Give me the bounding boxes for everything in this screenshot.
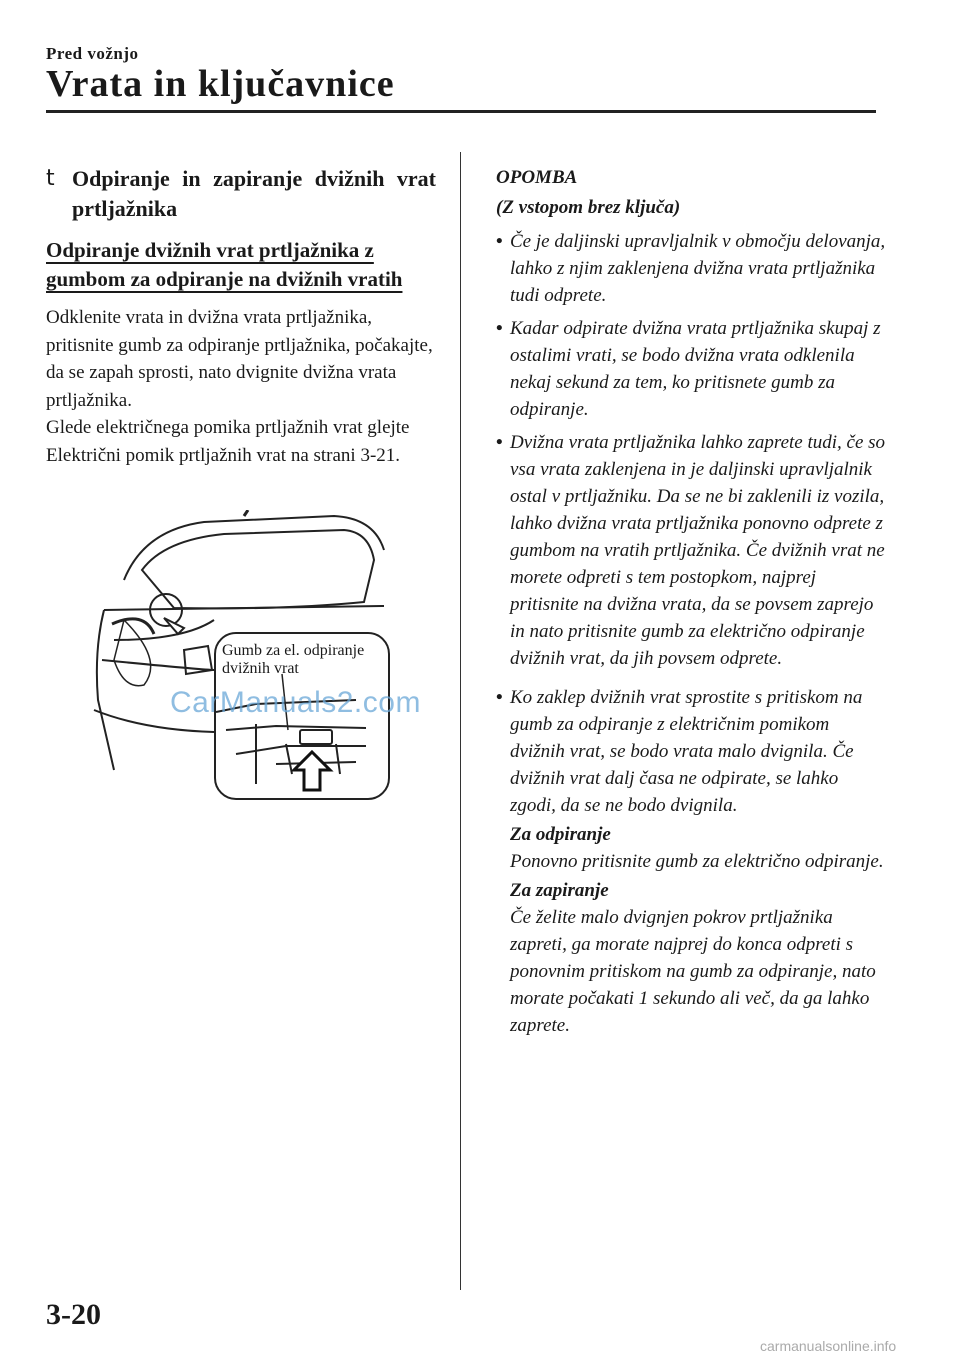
column-divider bbox=[460, 152, 461, 1290]
list-item bbox=[496, 429, 886, 672]
header-rule bbox=[46, 110, 876, 113]
section-title: Pred vožnjo bbox=[46, 44, 139, 63]
bullet-icon: • bbox=[496, 318, 503, 339]
main-heading-text: Odpiranje in zapiranje dvižnih vrat prtljažnika bbox=[72, 166, 436, 221]
note-title: OPOMBA bbox=[496, 167, 578, 188]
bullet-icon: • bbox=[496, 432, 503, 453]
main-heading bbox=[46, 164, 436, 224]
list-item bbox=[496, 228, 886, 309]
page-number: 3-20 bbox=[46, 1298, 101, 1331]
list-item-text: Ko zaklep dvižnih vrat sprostite s pritiskom na gumb za odpiranje z električnim pomikom dvižnih vrat, se bodo vrata malo dvignila. Če dvižnih vrat dalj časa ne odpirate, se lahko zgodi, da se ne bodo dvignila. bbox=[510, 687, 863, 816]
subheading-text: Odpiranje dvižnih vrat prtljažnika z gumbom za odpiranje na dvižnih vratih bbox=[46, 238, 403, 291]
close-title: Za zapiranje bbox=[510, 880, 609, 901]
chapter-title: Vrata in ključavnice bbox=[46, 63, 395, 105]
open-text: Ponovno pritisnite gumb za električno odpiranje. bbox=[510, 851, 884, 872]
watermark: CarManuals2.com bbox=[170, 686, 421, 719]
list-item-text: Dvižna vrata prtljažnika lahko zaprete tudi, če so vsa vrata zaklenjena in je daljinski upravljalnik ostal v prtljažniku. Da se ne bi zaklenili iz vozila, lahko dvižna vrata prtljažnika ponovno odprete z gumbom na vratih prtljažnika. Če dvižnih vrat ne morete odpreti s tem postopkom, najprej pritisnite na dvižna vrata, da se povsem zaprejo in nato pritisnite gumb za električno odpiranje dvižnih vrat, da jih povsem odprete. bbox=[510, 432, 886, 669]
footer-watermark: carmanualsonline.info bbox=[760, 1338, 897, 1354]
heading-marker-icon: t bbox=[46, 166, 55, 191]
note-subtitle: (Z vstopom brez ključa) bbox=[496, 197, 681, 218]
subheading bbox=[46, 236, 436, 294]
close-text: Če želite malo dvignjen pokrov prtljažnika zapreti, ga morate najprej do konca odpreti s ponovnim pritiskom na gumb za odpiranje, nato morate počakati 1 sekundo ali več, da ga lahko zaprete. bbox=[510, 907, 876, 1036]
figure-label: Gumb za el. odpiranje dvižnih vrat bbox=[222, 642, 365, 677]
paragraph: Glede električnega pomika prtljažnih vrat glejte Električni pomik prtljažnih vrat na strani 3-21. bbox=[46, 417, 410, 466]
list-item-text: Če je daljinski upravljalnik v območju delovanja, lahko z njim zaklenjena dvižna vrata prtljažnika tudi odprete. bbox=[510, 231, 886, 306]
body-text bbox=[46, 304, 436, 469]
left-column bbox=[46, 164, 436, 469]
bullet-icon: • bbox=[496, 231, 503, 252]
paragraph: Odklenite vrata in dvižna vrata prtljažnika, pritisnite gumb za odpiranje prtljažnika, počakajte, da se zapah sprosti, nato dvignite dvižna vrata prtljažnika. bbox=[46, 307, 433, 411]
open-title: Za odpiranje bbox=[510, 824, 611, 845]
list-item-text: Kadar odpirate dvižna vrata prtljažnika skupaj z ostalimi vrati, se bodo dvižna vrata odklenila nekaj sekund za tem, ko pritisnete gumb za odpiranje. bbox=[510, 318, 881, 420]
bullet-icon: • bbox=[496, 687, 503, 708]
press-arrow-icon bbox=[294, 752, 330, 790]
list-item bbox=[496, 684, 886, 819]
list-item bbox=[496, 315, 886, 423]
note-column bbox=[496, 164, 886, 1039]
